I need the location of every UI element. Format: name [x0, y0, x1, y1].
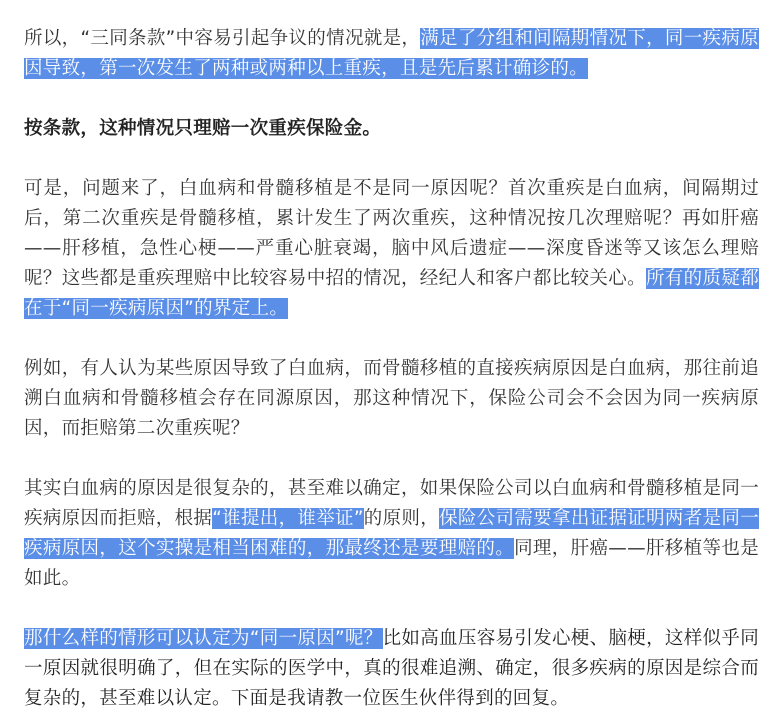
- paragraph-5: [24, 474, 759, 594]
- paragraph-gap: [24, 324, 759, 354]
- paragraph-3-highlight: 所有的质疑都在于“同一疾病原因”的界定上。: [24, 268, 759, 319]
- paragraph-gap: [24, 84, 759, 114]
- paragraph-3-text: 可是，问题来了，白血病和骨髓移植是不是同一原因呢？首次重疾是白血病，间隔期过后，第二次重疾是骨髓移植，累计发生了两次重疾，这种情况按几次理赔呢？再如肝癌——肝移植，急性心梗——严重心脏衰竭，脑中风后遗症——深度昏迷等又该怎么理赔呢？这些都是重疾理赔中比较容易中招的情况，经纪人和客户都比较关心。: [24, 178, 759, 289]
- paragraph-6: [24, 624, 759, 714]
- paragraph-5-text-mid: 的原则，: [363, 508, 440, 529]
- paragraph-gap: [24, 444, 759, 474]
- paragraph-2-bold: [24, 114, 759, 144]
- paragraph-4-text: 例如，有人认为某些原因导致了白血病，而骨髓移植的直接疾病原因是白血病，那往前追溯白血病和骨髓移植会存在同源原因，那这种情况下，保险公司会不会因为同一疾病原因，而拒赔第二次重疾呢？: [24, 358, 759, 439]
- paragraph-gap: [24, 594, 759, 624]
- paragraph-1-highlight: 满足了分组和间隔期情况下，同一疾病原因导致，第一次发生了两种或两种以上重疾，且是先后累计确诊的。: [24, 28, 759, 79]
- paragraph-5-highlight-quote: “谁提出，谁举证”: [212, 508, 364, 529]
- paragraph-6-text: 比如高血压容易引发心梗、脑梗，这样似乎同一原因就很明确了，但在实际的医学中，真的很难追溯、确定，很多疾病的原因是综合而复杂的，甚至难以认定。下面是我请教一位医生伙伴得到的回复。: [24, 628, 759, 709]
- paragraph-1-text: 所以，“三同条款”中容易引起争议的情况就是，: [24, 28, 421, 49]
- paragraph-6-highlight: 那什么样的情形可以认定为“同一原因”呢？: [24, 628, 383, 649]
- paragraph-1: [24, 24, 759, 84]
- paragraph-gap: [24, 144, 759, 174]
- paragraph-4: [24, 354, 759, 444]
- paragraph-5-text-end: 同理，肝癌——肝移植等也是如此。: [24, 538, 759, 589]
- paragraph-3: [24, 174, 759, 324]
- paragraph-5-highlight: 保险公司需要拿出证据证明两者是同一疾病原因，这个实操是相当困难的，那最终还是要理赔的。: [24, 508, 760, 559]
- paragraph-5-text: 其实白血病的原因是很复杂的，甚至难以确定，如果保险公司以白血病和骨髓移植是同一疾病原因而拒赔，根据: [24, 478, 759, 529]
- paragraph-2-text: 按条款，这种情况只理赔一次重疾保险金。: [24, 118, 382, 139]
